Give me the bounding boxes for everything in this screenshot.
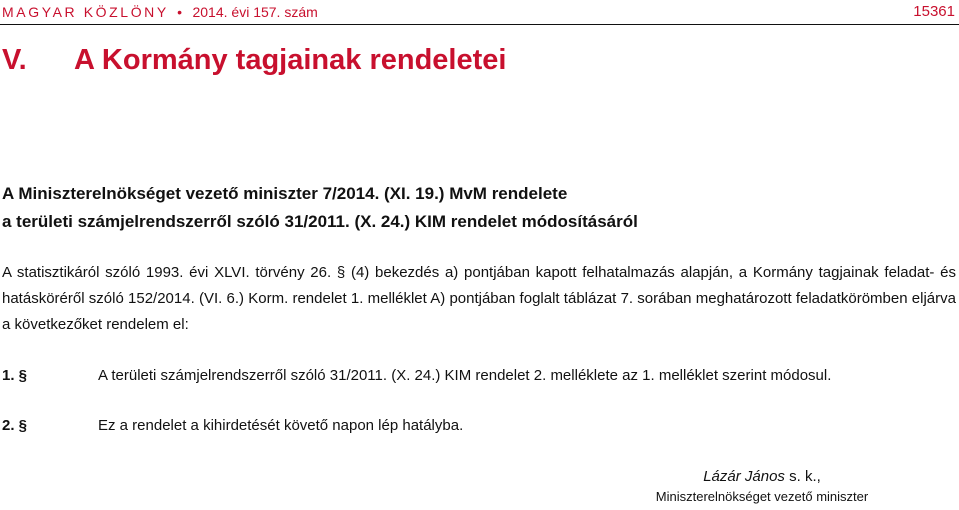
issue-label: 2014. évi 157. szám <box>192 4 318 20</box>
decree-title-line-2: a területi számjelrendszerről szóló 31/2011. (X. 24.) KIM rendelet módosításáról <box>2 212 638 231</box>
section-text: Ez a rendelet a kihirdetését követő napon lép hatályba. <box>98 417 464 434</box>
section-number: 1. § <box>2 367 28 384</box>
decree-preamble: A statisztikáról szóló 1993. évi XLVI. törvény 26. § (4) bekezdés a) pontjában kapott felhatalmazás alapján, a Kormány tagjainak feladat- és hatásköréről szóló 152/2014. (VI. 6.) Korm. rendelet 1. melléklet A) pontjában foglalt táblázat 7. sorában meghatározott feladatkörömben eljárva a következőket rendelem el: <box>2 264 956 333</box>
header-rule <box>0 24 959 25</box>
signatory-line <box>612 466 912 488</box>
header-bullet: • <box>177 4 182 20</box>
decree-title-line-1: A Miniszterelnökséget vezető miniszter 7/2014. (XI. 19.) MvM rendelete <box>2 184 568 203</box>
signatory-role: Miniszterelnökséget vezető miniszter <box>655 489 869 504</box>
journal-name: MAGYAR KÖZLÖNY <box>2 4 169 20</box>
chapter-number: V. <box>2 44 27 76</box>
journal-header <box>2 2 318 22</box>
section-text: A területi számjelrendszerről szóló 31/2011. (X. 24.) KIM rendelet 2. melléklete az 1. melléklet szerint módosul. <box>98 367 832 384</box>
page-header <box>0 2 959 24</box>
section-2 <box>2 416 463 436</box>
signatory-suffix: s. k., <box>784 468 821 485</box>
chapter-heading <box>2 40 506 80</box>
section-1 <box>2 366 831 386</box>
page-number: 15361 <box>913 3 955 20</box>
section-number: 2. § <box>2 417 28 434</box>
chapter-title: A Kormány tagjainak rendeletei <box>74 44 507 76</box>
signatory-name: Lázár János <box>703 468 785 485</box>
decree-title <box>2 180 638 236</box>
signature-block <box>612 466 912 506</box>
